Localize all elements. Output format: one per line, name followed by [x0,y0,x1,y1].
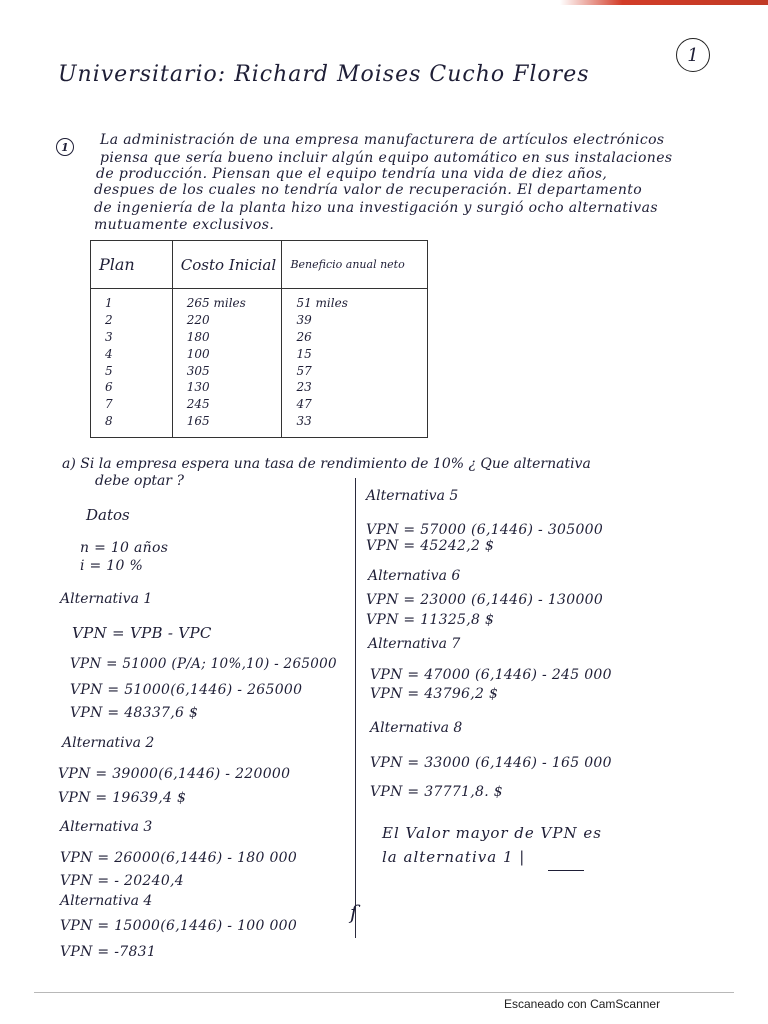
alt2-eq1: VPN = 39000(6,1446) - 220000 [58,766,291,782]
table-row [91,363,428,380]
alt4-title: Alternativa 4 [60,893,153,909]
cell-costo: 265 miles [172,289,282,313]
header-beneficio: Beneficio anual neto [282,241,428,289]
alt6-eq2: VPN = 11325,8 $ [366,612,495,628]
datos-title: Datos [86,506,130,524]
alt3-eq2: VPN = - 20240,4 [60,873,184,889]
alt4-eq2: VPN = -7831 [60,944,157,960]
problem-number-badge [56,138,74,156]
alt7-eq1: VPN = 47000 (6,1446) - 245 000 [370,667,612,683]
cell-costo: 245 [172,396,282,413]
divider-end-mark: ſ [350,900,358,924]
datos-i: i = 10 % [80,558,144,574]
alt1-title: Alternativa 1 [60,591,153,607]
statement-line-6: mutuamente exclusivos. [94,217,275,233]
cell-costo: 100 [172,346,282,363]
cell-costo: 305 [172,363,282,380]
alt6-title: Alternativa 6 [368,568,461,584]
cell-plan: 8 [105,414,113,429]
table-row [91,329,428,346]
scanner-watermark: Escaneado con CamScanner [504,997,661,1011]
alt1-eq1: VPN = VPB - VPC [72,624,212,642]
cell-beneficio: 39 [282,312,428,329]
table-header-row [91,241,428,289]
alt1-eq2: VPN = 51000 (P/A; 10%,10) - 265000 [70,656,337,672]
cell-beneficio: 47 [282,396,428,413]
alt5-eq1: VPN = 57000 (6,1446) - 305000 [366,522,604,538]
table-row [91,289,428,313]
page-number [676,38,710,72]
cell-beneficio: 57 [282,363,428,380]
answer-underline [548,870,584,871]
cell-beneficio: 26 [282,329,428,346]
cell-costo: 130 [172,379,282,396]
statement-line-4: despues de los cuales no tendría valor de recuperación. El departamento [94,182,643,198]
cell-costo: 165 [172,413,282,438]
cell-plan: 5 [105,363,113,378]
cell-plan: 2 [105,313,113,328]
top-color-strip [560,0,768,5]
alt3-eq1: VPN = 26000(6,1446) - 180 000 [60,850,298,866]
cell-beneficio: 23 [282,379,428,396]
statement-line-5: de ingeniería de la planta hizo una investigación y surgió ocho alternativas [94,200,658,216]
statement-line-2: piensa que sería bueno incluir algún equipo automático en sus instalaciones [100,150,673,166]
conclusion-line-2: la alternativa 1 | [382,848,526,866]
alt8-title: Alternativa 8 [370,720,463,736]
alt8-eq1: VPN = 33000 (6,1446) - 165 000 [370,755,612,771]
alt1-eq4: VPN = 48337,6 $ [70,705,199,721]
statement-line-3: de producción. Piensan que el equipo tendría una vida de diez años, [96,166,608,182]
student-name-line: Universitario: Richard Moises Cucho Flores [58,62,590,87]
footer-rule [34,992,734,993]
table-row [91,396,428,413]
table-row [91,312,428,329]
alt2-title: Alternativa 2 [62,735,155,751]
cell-plan: 7 [105,397,113,412]
alt7-eq2: VPN = 43796,2 $ [370,686,499,702]
alt2-eq2: VPN = 19639,4 $ [58,790,187,806]
table-row [91,413,428,438]
alt8-eq2: VPN = 37771,8. $ [370,784,503,800]
cell-costo: 220 [172,312,282,329]
cell-plan: 6 [105,380,113,395]
alt7-title: Alternativa 7 [368,636,461,652]
cell-beneficio: 15 [282,346,428,363]
cell-beneficio: 33 [282,413,428,438]
cell-beneficio: 51 miles [282,289,428,313]
statement-line-1: La administración de una empresa manufacturera de artículos electrónicos [100,132,665,148]
cell-costo: 180 [172,329,282,346]
table-row [91,346,428,363]
alternatives-table [90,240,428,438]
datos-n: n = 10 años [80,540,169,556]
alt4-eq1: VPN = 15000(6,1446) - 100 000 [60,918,298,934]
alt5-eq2: VPN = 45242,2 $ [366,538,495,554]
alt1-eq3: VPN = 51000(6,1446) - 265000 [70,682,303,698]
question-a-line-2: debe optar ? [95,473,184,489]
header-plan: Plan [91,241,173,289]
conclusion-line-1: El Valor mayor de VPN es [382,824,602,842]
problem-number-label: 1 [61,140,69,154]
alt3-title: Alternativa 3 [60,819,153,835]
alt5-title: Alternativa 5 [366,488,459,504]
cell-plan: 4 [105,346,113,361]
cell-plan: 3 [105,330,113,345]
alt6-eq1: VPN = 23000 (6,1446) - 130000 [366,592,604,608]
table-row [91,379,428,396]
header-costo-inicial: Costo Inicial [172,241,282,289]
column-divider [355,478,356,938]
page-number-label: 1 [687,44,699,66]
question-a-line-1: a) Si la empresa espera una tasa de rendimiento de 10% ¿ Que alternativa [62,456,591,472]
cell-plan: 1 [105,296,113,311]
